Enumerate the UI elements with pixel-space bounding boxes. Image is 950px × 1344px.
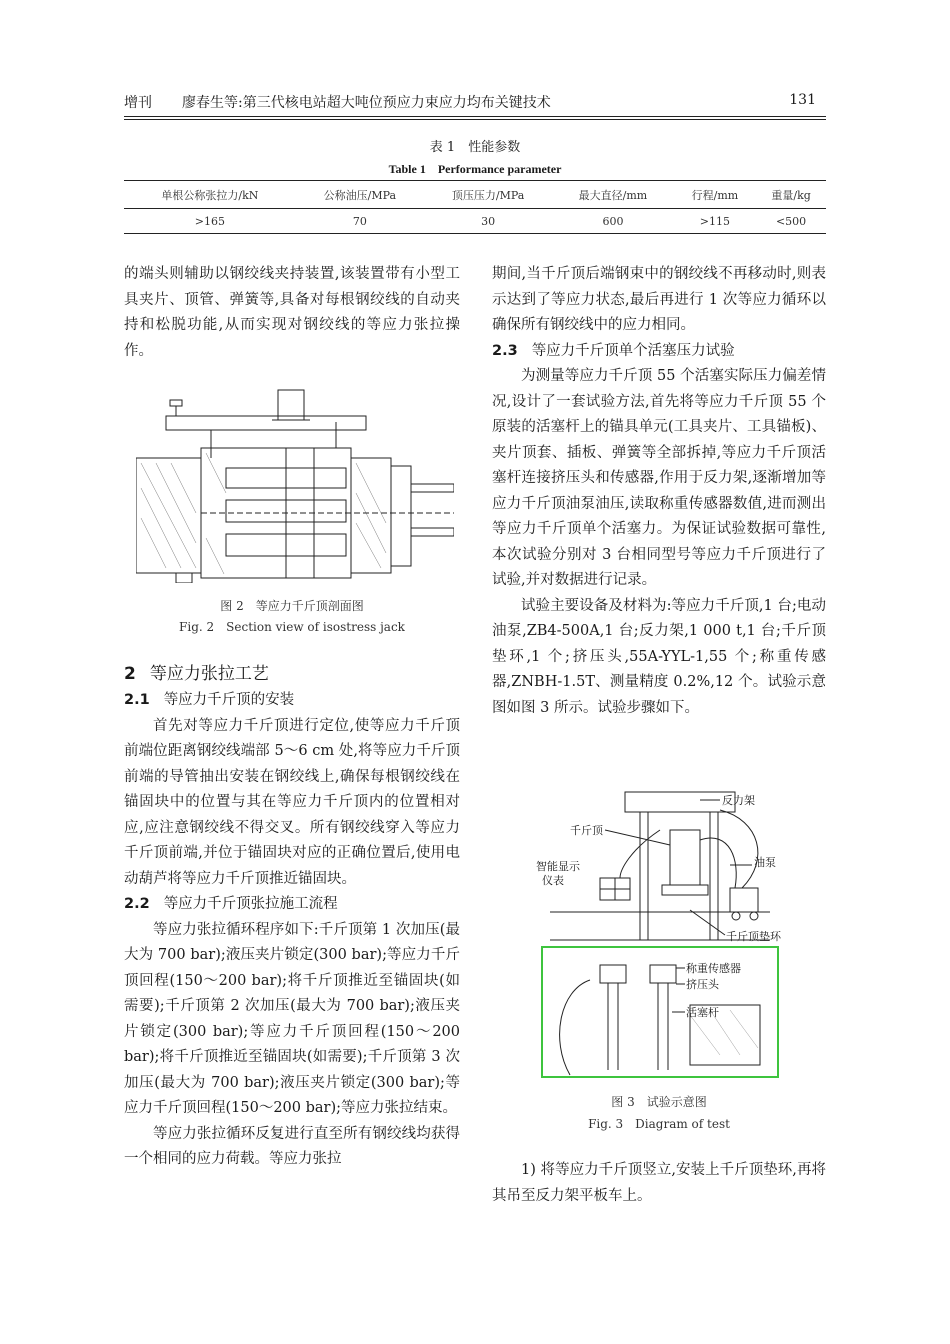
label-pump: 油泵 xyxy=(754,856,776,869)
hydraulic-hose xyxy=(720,810,758,888)
paragraph: 等应力张拉循环程序如下:千斤顶第 1 次加压(最大为 700 bar);液压夹片锁定(300 bar);等应力千斤顶回程(150～200 bar);将千斤顶推近至锚固块(如需要);千斤顶第 2 次加压(最大为 700 bar);液压夹片锁定(300 bar);等应力千斤顶回程(150～200 bar);将千斤顶推近至锚固块(如需要);千斤顶第 3 次加压(最大为 700 bar);液压夹片锁定(300 bar);等应力千斤顶回程(150～200 bar);等应力张拉结束。 xyxy=(124,921,460,1116)
section-heading-2-3 xyxy=(492,339,826,365)
paragraph: 试验主要设备及材料为:等应力千斤顶,1 台;电动油泵,ZB4-500A,1 台;反力架,1 000 t,1 台;千斤顶垫环,1 个;挤压头,55A-YYL-1,55 个;称重传感器,ZNBH-1.5T、测量精度 0.2%,12 个。试验示意图如图 3 所示。试验步骤如下。 xyxy=(492,597,826,716)
article-running-title: 廖春生等:第三代核电站超大吨位预应力束应力均布关键技术 xyxy=(182,95,551,111)
left-section-block xyxy=(124,660,460,1173)
table-header-cell: 最大直径/mm xyxy=(552,181,673,209)
front-housing xyxy=(351,458,391,573)
jack-body xyxy=(670,830,700,885)
performance-table xyxy=(124,180,826,234)
header-rule xyxy=(124,116,826,117)
leader-ring xyxy=(690,910,725,935)
section-number: 2.3 xyxy=(492,342,518,359)
table-cell: >165 xyxy=(124,209,296,234)
table-header-cell: 公称油压/MPa xyxy=(296,181,424,209)
fig2-caption-en: Fig. 2 Section view of isostress jack xyxy=(179,620,405,634)
reaction-frame-top xyxy=(625,792,735,812)
paragraph: 的端头则辅助以钢绞线夹持装置,该装置带有小型工具夹片、顶管、弹簧等,具备对每根钢绞线的自动夹持和松脱功能,从而实现对钢绞线的等应力张拉操作。 xyxy=(124,266,460,359)
label-frame: 反力架 xyxy=(722,794,755,807)
highlight-box xyxy=(542,947,778,1077)
section-heading-2-1 xyxy=(124,688,460,714)
section-title: 等应力张拉工艺 xyxy=(149,664,269,684)
table1-caption-en: Table 1 Performance parameter xyxy=(388,162,562,176)
right-text-block xyxy=(492,262,826,721)
leader-jack xyxy=(605,830,670,845)
load-sensor-right xyxy=(650,965,676,983)
table-cell: 600 xyxy=(552,209,673,234)
header-rule-thin xyxy=(124,119,826,120)
section-title: 等应力千斤顶单个活塞压力试验 xyxy=(531,342,735,359)
pump-cart xyxy=(730,888,758,912)
table-cell: >115 xyxy=(674,209,756,234)
table-cell: 30 xyxy=(424,209,552,234)
paragraph: 为测量等应力千斤顶 55 个活塞实际压力偏差情况,设计了一套试验方法,首先将等应力千斤顶 55 个原装的活塞杆上的锚具单元(工具夹片、工具锚板)、夹片顶套、插板、弹簧等全部拆掉,等应力千斤顶活塞杆连接挤压头和传感器,作用于反力架,逐渐增加等应力千斤顶油泵油压,读取称重传感器数值,进而测出等应力千斤顶单个活塞力。为保证试验数据可靠性,本次试验分别对 3 台相同型号等应力千斤顶进行了试验,并对数据进行记录。 xyxy=(492,368,826,588)
label-ring: 千斤顶垫环 xyxy=(726,930,781,943)
section-title: 等应力千斤顶张拉施工流程 xyxy=(163,896,338,912)
section-number: 2.2 xyxy=(124,896,150,912)
paragraph: 1) 将等应力千斤顶竖立,安装上千斤顶垫环,再将其吊至反力架平板车上。 xyxy=(492,1162,826,1204)
fig2-caption-cn: 图 2 等应力千斤顶剖面图 xyxy=(220,599,364,613)
right-step-block xyxy=(492,1158,826,1209)
table-row xyxy=(124,209,826,234)
fig3-caption-cn: 图 3 试验示意图 xyxy=(611,1095,707,1109)
label-head: 挤压头 xyxy=(686,978,719,991)
table1-caption-cn: 表 1 性能参数 xyxy=(429,140,521,155)
jack-section-figure xyxy=(136,388,454,583)
table-header-row xyxy=(124,181,826,209)
fig3-caption-en: Fig. 3 Diagram of test xyxy=(588,1117,730,1131)
load-sensor-left xyxy=(600,965,626,983)
table-header-cell: 行程/mm xyxy=(674,181,756,209)
section-heading-2-2 xyxy=(124,892,460,918)
left-intro-block xyxy=(124,262,460,364)
label-sensor: 称重传感器 xyxy=(686,962,741,975)
label-piston: 活塞杆 xyxy=(686,1006,719,1019)
paragraph: 等应力张拉循环反复进行直至所有钢绞线均获得一个相同的应力荷载。等应力张拉 xyxy=(124,1125,460,1167)
label-display-2: 仪表 xyxy=(542,874,564,887)
table-cell: <500 xyxy=(756,209,826,234)
section-number: 2.1 xyxy=(124,692,150,708)
page-number: 131 xyxy=(789,92,816,108)
running-header xyxy=(124,92,826,114)
test-diagram-figure xyxy=(530,790,792,1080)
label-display-1: 智能显示 xyxy=(536,860,580,873)
table-cell: 70 xyxy=(296,209,424,234)
table-header-cell: 顶压压力/MPa xyxy=(424,181,552,209)
section-number: 2 xyxy=(124,664,136,684)
journal-name: 增刊 xyxy=(124,95,152,111)
label-jack: 千斤顶 xyxy=(570,824,603,837)
table-header-cell: 重量/kg xyxy=(756,181,826,209)
table-header-cell: 单根公称张拉力/kN xyxy=(124,181,296,209)
paragraph: 首先对等应力千斤顶进行定位,使等应力千斤顶前端位距离钢绞线端部 5～6 cm 处,将等应力千斤顶前端的导管抽出安装在钢绞线上,确保每根钢绞线在锚固块中的位置与其在等应力千斤顶内的位置相对应,应注意钢绞线不得交叉。所有钢绞线穿入等应力千斤顶前端,并位于锚固块对应的正确位置后,使用电动葫芦将等应力千斤顶推近锚固块。 xyxy=(124,717,460,887)
paragraph: 期间,当千斤顶后端钢束中的钢绞线不再移动时,则表示达到了等应力状态,最后再进行 1 次等应力循环以确保所有钢绞线中的应力相同。 xyxy=(492,266,826,333)
section-heading-2 xyxy=(124,660,460,688)
section-title: 等应力千斤顶的安装 xyxy=(163,692,295,708)
